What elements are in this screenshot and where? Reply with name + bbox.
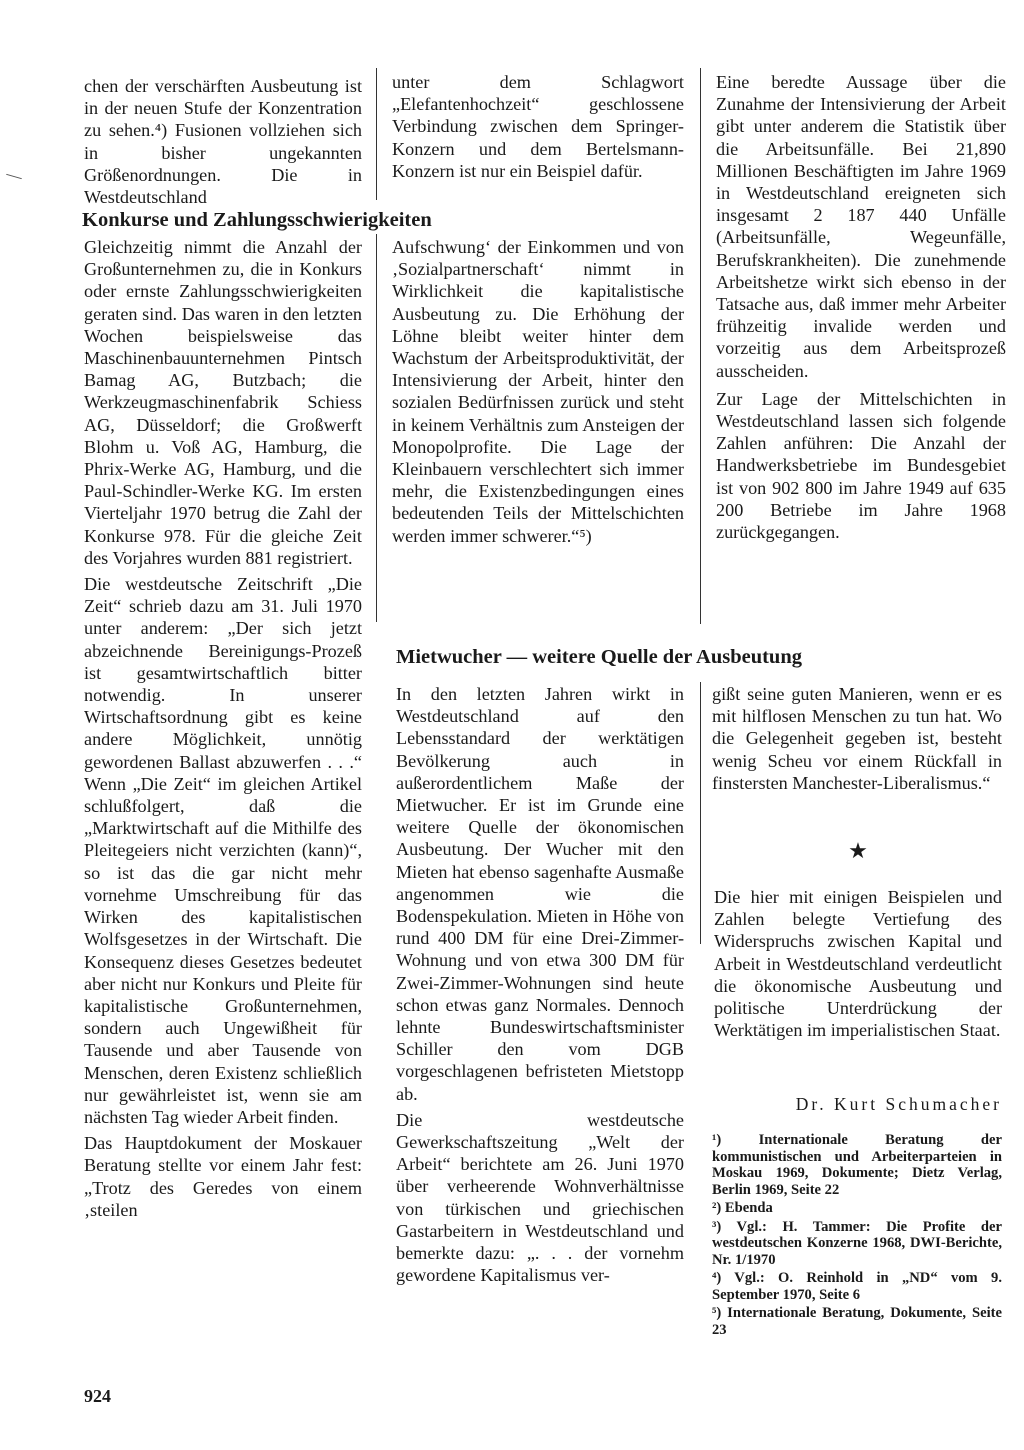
footnote: ⁴) Vgl.: O. Reinhold in „ND“ vom 9. September 1970, Seite 6	[712, 1270, 1002, 1303]
column-rule	[376, 234, 377, 622]
section1-col2-text	[392, 236, 684, 547]
paragraph: Die westdeutsche Zeitschrift „Die Zeit“ schrieb dazu am 31. Juli 1970 unter anderem: „Der sich jetzt abzeichnende Bereinigungs-Prozeß ist gesamtwirtschaftlich bitter notwendig. In unserer Wirtschaftsordnung gibt es keine andere Möglichkeit, unnötig gewordenen Ballast abzuwerfen . . .“ Wenn „Die Zeit“ im gleichen Artikel schlußfolgert, daß die „Marktwirtschaft auf die Mithilfe des Pleitegeiers nicht verzichten (kann)“, so ist das die gar nicht mehr vornehme Umschreibung für das Wirken des kapitalistischen Wolfsgesetzes in der Wirtschaft. Die Konsequenz dieses Gesetzes bedeutet aber nicht nur Konkurs und Pleite für kapitalistische Großunternehmen, sondern auch Ungewißheit für Tausende und aber Tausende von Menschen, deren Existenz schließlich nur gewährleistet ist, wenn sie am nächsten Tag wieder Arbeit finden.	[84, 574, 362, 1127]
paragraph: Eine beredte Aussage über die Zunahme der Intensivierung der Arbeit gibt unter anderem die Statistik über die Arbeitsunfälle. Bei 21,890 Millionen Beschäftigten im Jahre 1969 in Westdeutschland ereigneten sich insgesamt 2 187 440 Unfälle (Arbeitsunfälle, Wegeunfälle, Berufskrankheiten). Die zunehmende Arbeitshetze wirkt sich ebenso in der Tatsache aus, daß immer mehr Arbeiter frühzeitig invalide werden und vorzeitig aus dem Arbeitsprozeß ausscheiden.	[716, 72, 1006, 381]
author-signature: Dr. Kurt Schumacher	[795, 1094, 1002, 1114]
conclusion-text	[714, 886, 1002, 1041]
margin-mark	[6, 174, 22, 179]
paragraph: Zur Lage der Mittelschichten in Westdeutschland lassen sich folgende Zahlen anführen: Die Anzahl der Handwerksbetriebe im Bundesgebiet ist von 902 800 im Jahre 1949 auf 635 200 Betriebe im Jahre 1968 zurückgegangen.	[716, 388, 1006, 543]
column-rule	[376, 68, 377, 200]
section2-col3-text	[712, 683, 1002, 794]
column-rule	[700, 682, 701, 944]
top-col2-text	[392, 71, 684, 182]
paragraph: Die westdeutsche Gewerkschaftszeitung „Welt der Arbeit“ berichtete am 26. Juni 1970 über verheerende Wohnverhältnisse von türkischen und griechischen Gastarbeitern in Westdeutschland und bemerkte dazu: „. . . der vornehm gewordene Kapitalismus ver-	[396, 1109, 684, 1286]
page-number: 924	[84, 1386, 111, 1406]
col3-top-text	[716, 71, 1006, 543]
footnote: ¹) Internationale Beratung der kommunistischen und Arbeiterparteien in Moskau 1969, Dokumente; Dietz Verlag, Berlin 1969, Seite 22	[712, 1132, 1002, 1198]
paragraph: gißt seine guten Manieren, wenn er es mit hilflosen Menschen zu tun hat. Wo die Gelegenheit gegeben ist, besteht wenig Scheu vor einem Rückfall in finstersten Manchester-Liberalismus.“	[712, 684, 1002, 793]
paragraph: Aufschwung‘ der Einkommen und von ‚Sozialpartnerschaft‘ nimmt in Wirklichkeit die kapitalistische Ausbeutung zu. Die Erhöhung der Löhne bleibt weiter hinter dem Wachstum der Arbeitsproduktivität, der Intensivierung der Arbeit, hinter den sozialen Bedürfnissen zurück und steht in keinem Verhältnis zum Ansteigen der Monopolprofite. Die Lage der Kleinbauern verschlechtert sich immer mehr, die Existenzbedingungen eines bedeutenden Teils der Mittelschichten werden immer schwerer.“⁵)	[392, 237, 684, 546]
section-heading-mietwucher: Mietwucher — weitere Quelle der Ausbeutung	[396, 646, 802, 668]
star-separator-icon: ★	[848, 838, 868, 863]
section-heading-konkurse: Konkurse und Zahlungsschwierigkeiten	[82, 209, 432, 231]
paragraph: Die hier mit einigen Beispielen und Zahlen belegte Vertiefung des Widerspruchs zwischen Kapital und Arbeit in Westdeutschland verdeutlicht die ökonomische Ausbeutung und politische Unterdrückung der Werktätigen im imperialistischen Staat.	[714, 887, 1002, 1041]
footnote: ³) Vgl.: H. Tammer: Die Profite der westdeutschen Konzerne 1968, DWI-Berichte, Nr. 1/1970	[712, 1218, 1002, 1268]
footnote: ²) Ebenda	[712, 1200, 773, 1216]
section1-col1-text	[84, 236, 362, 1221]
section2-col2-text	[396, 683, 684, 1286]
top-col1-text	[84, 71, 362, 208]
paragraph: chen der verschärften Ausbeutung ist in der neuen Stufe der Konzentration zu sehen.⁴) Fusionen vollziehen sich in bisher ungekannten Größenordnungen. Die in Westdeutschland	[84, 76, 362, 208]
footnote: ⁵) Internationale Beratung, Dokumente, Seite 23	[712, 1305, 1002, 1338]
paragraph: In den letzten Jahren wirkt in Westdeutschland auf den Lebensstandard der werktätigen Bevölkerung auch in außerordentlichem Maße der Mietwucher. Er ist im Grunde eine weitere Quelle der ökonomischen Ausbeutung. Der Wucher mit den Mieten hat ebenso sagenhafte Ausmaße angenommen wie die Bodenspekulation. Mieten in Höhe von rund 400 DM für eine Drei-Zimmer-Wohnung und von etwa 300 DM für Zwei-Zimmer-Wohnungen sind heute schon etwas ganz Normales. Dennoch lehnte Bundeswirtschaftsminister Schiller den vom DGB vorgeschlagenen befristeten Mietstopp ab.	[396, 684, 684, 1104]
paragraph: Gleichzeitig nimmt die Anzahl der Großunternehmen zu, die in Konkurs oder ernste Zahlungsschwierigkeiten geraten sind. Das waren in den letzten Wochen beispielsweise das Maschinenbauunternehmen Pintsch Bamag AG, Butzbach; die Werkzeugmaschinenfabrik Schiess AG, Düsseldorf; die Großwerft Blohm u. Voß AG, Hamburg, die Phrix-Werke AG, Hamburg, und die Paul-Schindler-Werke KG. Im ersten Vierteljahr 1970 betrug die Zahl der Konkurse 978. Für die gleiche Zeit des Vorjahres wurden 881 registriert.	[84, 237, 362, 568]
footnotes	[712, 1132, 1002, 1340]
paragraph: Das Hauptdokument der Moskauer Beratung stellte vor einem Jahr fest: „Trotz des Geredes von einem ‚steilen	[84, 1133, 362, 1220]
column-rule	[700, 68, 701, 624]
paragraph: unter dem Schlagwort „Elefantenhochzeit“ geschlossene Verbindung zwischen dem Springer-Konzern und dem Bertelsmann-Konzern ist nur ein Beispiel dafür.	[392, 72, 684, 181]
